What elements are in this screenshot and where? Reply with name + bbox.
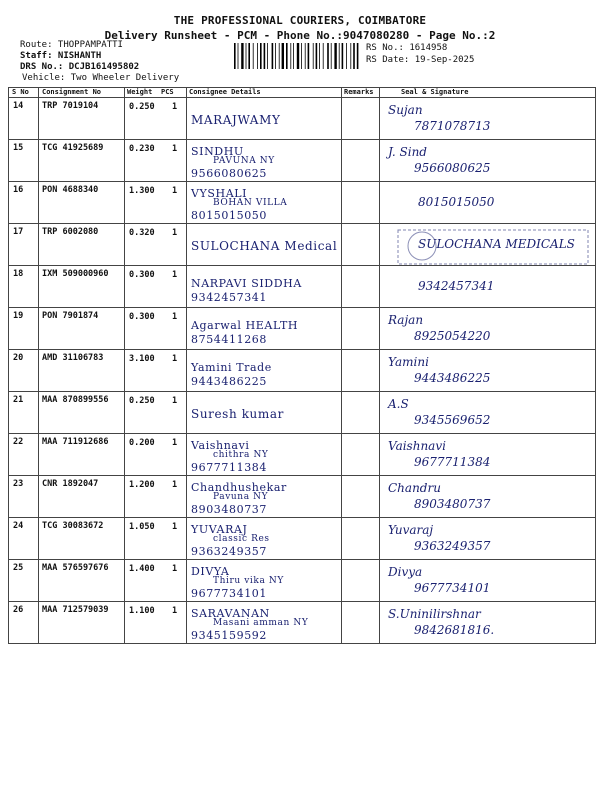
row-pcs: 1 — [172, 522, 178, 532]
row-signature: Yuvaraj — [388, 523, 434, 537]
row-signature: Divya — [388, 565, 423, 579]
row-weight: 0.300 — [129, 312, 155, 322]
row-weight: 0.230 — [129, 144, 155, 154]
row-consignee-line: DIVYA — [191, 565, 230, 578]
row-consignment-no: TCG 30083672 — [42, 521, 104, 531]
row-consignee-line: 9677711384 — [191, 461, 267, 474]
row-sno: 20 — [13, 353, 24, 363]
row-rule — [8, 601, 596, 602]
row-sno: 22 — [13, 437, 24, 447]
row-sno: 15 — [13, 143, 24, 153]
row-consignment-no: PON 7901874 — [42, 311, 99, 321]
row-consignee-line: MARAJWAMY — [191, 113, 281, 127]
row-signature: 9842681816. — [414, 623, 495, 637]
row-consignment-no: TCG 41925689 — [42, 143, 104, 153]
row-rule — [8, 433, 596, 434]
row-rule — [8, 475, 596, 476]
drs-number: DRS No.: DCJB161495802 — [20, 62, 140, 72]
row-signature: SULOCHANA MEDICALS — [418, 237, 575, 251]
row-signature: 9345569652 — [414, 413, 491, 427]
page-title: THE PROFESSIONAL COURIERS, COIMBATORE — [173, 14, 427, 27]
row-rule — [8, 643, 596, 644]
row-consignee-line: BOHAN VILLA — [213, 198, 288, 208]
col-header-consignee: Consignee Details — [189, 88, 261, 96]
row-rule — [8, 307, 596, 308]
row-signature: 9677711384 — [414, 455, 491, 469]
row-consignee-line: 9363249357 — [191, 545, 267, 558]
row-pcs: 1 — [172, 606, 178, 616]
row-consignee-line: 8015015050 — [191, 209, 267, 222]
row-sno: 25 — [13, 563, 24, 573]
row-consignment-no: PON 4688340 — [42, 185, 99, 195]
row-rule — [8, 391, 596, 392]
row-consignee-line: 9345159592 — [191, 629, 267, 642]
row-consignee-line: SARAVANAN — [191, 607, 270, 620]
col-header-signature: Seal & Signature — [401, 88, 469, 96]
row-pcs: 1 — [172, 396, 178, 406]
row-signature: S.Uninilirshnar — [388, 607, 481, 621]
row-rule — [8, 181, 596, 182]
row-consignee-line: Yamini Trade — [191, 361, 272, 374]
row-sno: 18 — [13, 269, 24, 279]
row-consignee-line: 8903480737 — [191, 503, 267, 516]
row-signature: 8015015050 — [418, 195, 495, 209]
row-consignee-line: Masani amman NY — [213, 618, 309, 628]
row-rule — [8, 349, 596, 350]
row-weight: 1.050 — [129, 522, 155, 532]
row-signature: 9363249357 — [414, 539, 491, 553]
row-weight: 0.200 — [129, 438, 155, 448]
col-header-sno: S No — [12, 88, 29, 96]
col-header-remarks: Remarks — [344, 88, 374, 96]
row-weight: 1.100 — [129, 606, 155, 616]
row-consignment-no: AMD 31106783 — [42, 353, 104, 363]
row-sno: 21 — [13, 395, 24, 405]
seal-stamp — [396, 224, 592, 270]
header-bottom-rule — [8, 97, 596, 98]
row-weight: 0.320 — [129, 228, 155, 238]
row-signature: 7871078713 — [414, 119, 491, 133]
row-consignee-line: 9342457341 — [191, 291, 267, 304]
row-rule — [8, 517, 596, 518]
row-consignee-line: SULOCHANA Medical — [191, 239, 338, 253]
rs-date: RS Date: 19-Sep-2025 — [366, 55, 475, 65]
row-consignee-line: 9677734101 — [191, 587, 267, 600]
row-rule — [8, 559, 596, 560]
row-pcs: 1 — [172, 480, 178, 490]
row-consignee-line: Thiru vika NY — [213, 576, 284, 586]
row-pcs: 1 — [172, 186, 178, 196]
route-label: Route: THOPPAMPATTI — [20, 40, 123, 50]
row-sno: 24 — [13, 521, 24, 531]
row-weight: 1.300 — [129, 186, 155, 196]
row-signature: 8925054220 — [414, 329, 491, 343]
row-sno: 19 — [13, 311, 24, 321]
row-sno: 14 — [13, 101, 24, 111]
row-signature: Chandru — [388, 481, 441, 495]
row-signature: 9443486225 — [414, 371, 491, 385]
row-consignee-line: 8754411268 — [191, 333, 267, 346]
row-consignment-no: TRP 7019104 — [42, 101, 99, 111]
row-rule — [8, 139, 596, 140]
row-sno: 17 — [13, 227, 24, 237]
row-consignment-no: TRP 6002080 — [42, 227, 99, 237]
row-signature: 9566080625 — [414, 161, 491, 175]
row-consignee-line: classic Res — [213, 534, 270, 544]
row-consignee-line: SINDHU — [191, 145, 244, 158]
row-sno: 26 — [13, 605, 24, 615]
vehicle-label: Vehicle: Two Wheeler Delivery — [22, 73, 180, 83]
row-signature: 9342457341 — [418, 279, 495, 293]
row-pcs: 1 — [172, 102, 178, 112]
row-consignment-no: IXM 509000960 — [42, 269, 109, 279]
row-pcs: 1 — [172, 354, 178, 364]
row-weight: 3.100 — [129, 354, 155, 364]
col-header-pcs: PCS — [161, 88, 174, 96]
barcode-icon — [233, 43, 361, 69]
row-consignee-line: Chandhushekar — [191, 481, 287, 494]
row-consignee-line: 9443486225 — [191, 375, 267, 388]
row-consignment-no: MAA 712579039 — [42, 605, 109, 615]
row-sno: 23 — [13, 479, 24, 489]
row-consignment-no: MAA 870899556 — [42, 395, 109, 405]
row-consignee-line: VYSHALI — [191, 187, 248, 200]
row-pcs: 1 — [172, 312, 178, 322]
row-pcs: 1 — [172, 270, 178, 280]
row-consignee-line: Vaishnavi — [191, 439, 250, 452]
row-pcs: 1 — [172, 564, 178, 574]
row-weight: 0.250 — [129, 396, 155, 406]
row-sno: 16 — [13, 185, 24, 195]
row-weight: 0.300 — [129, 270, 155, 280]
col-header-weight: Weight — [127, 88, 153, 96]
row-signature: J. Sind — [388, 145, 427, 159]
row-weight: 0.250 — [129, 102, 155, 112]
row-consignee-line: NARPAVI SIDDHA — [191, 277, 302, 290]
row-consignee-line: chithra NY — [213, 450, 269, 460]
row-pcs: 1 — [172, 228, 178, 238]
row-consignee-line: YUVARAJ — [191, 523, 248, 536]
row-signature: 9677734101 — [414, 581, 491, 595]
row-consignee-line: Agarwal HEALTH — [191, 319, 299, 332]
row-signature: Rajan — [388, 313, 424, 327]
runsheet-table — [8, 87, 596, 643]
row-consignee-line: Pavuna NY — [213, 492, 269, 502]
row-consignee-line: 9566080625 — [191, 167, 267, 180]
col-header-consignment: Consignment No — [42, 88, 102, 96]
row-consignment-no: MAA 576597676 — [42, 563, 109, 573]
row-signature: A.S — [388, 397, 409, 411]
row-pcs: 1 — [172, 144, 178, 154]
row-consignee-line: PAVUNA NY — [213, 156, 275, 166]
row-weight: 1.200 — [129, 480, 155, 490]
row-signature: Vaishnavi — [388, 439, 446, 453]
row-signature: Yamini — [388, 355, 429, 369]
row-signature: Sujan — [388, 103, 423, 117]
staff-label: Staff: NISHANTH — [20, 51, 102, 61]
row-signature: 8903480737 — [414, 497, 491, 511]
row-consignment-no: MAA 711912686 — [42, 437, 109, 447]
row-consignee-line: Suresh kumar — [191, 407, 284, 421]
page-subtitle: Delivery Runsheet - PCM - Phone No.:9047080280 - Page No.:2 — [104, 29, 496, 42]
row-pcs: 1 — [172, 438, 178, 448]
row-consignment-no: CNR 1892047 — [42, 479, 99, 489]
row-weight: 1.400 — [129, 564, 155, 574]
rs-number: RS No.: 1614958 — [366, 43, 448, 53]
